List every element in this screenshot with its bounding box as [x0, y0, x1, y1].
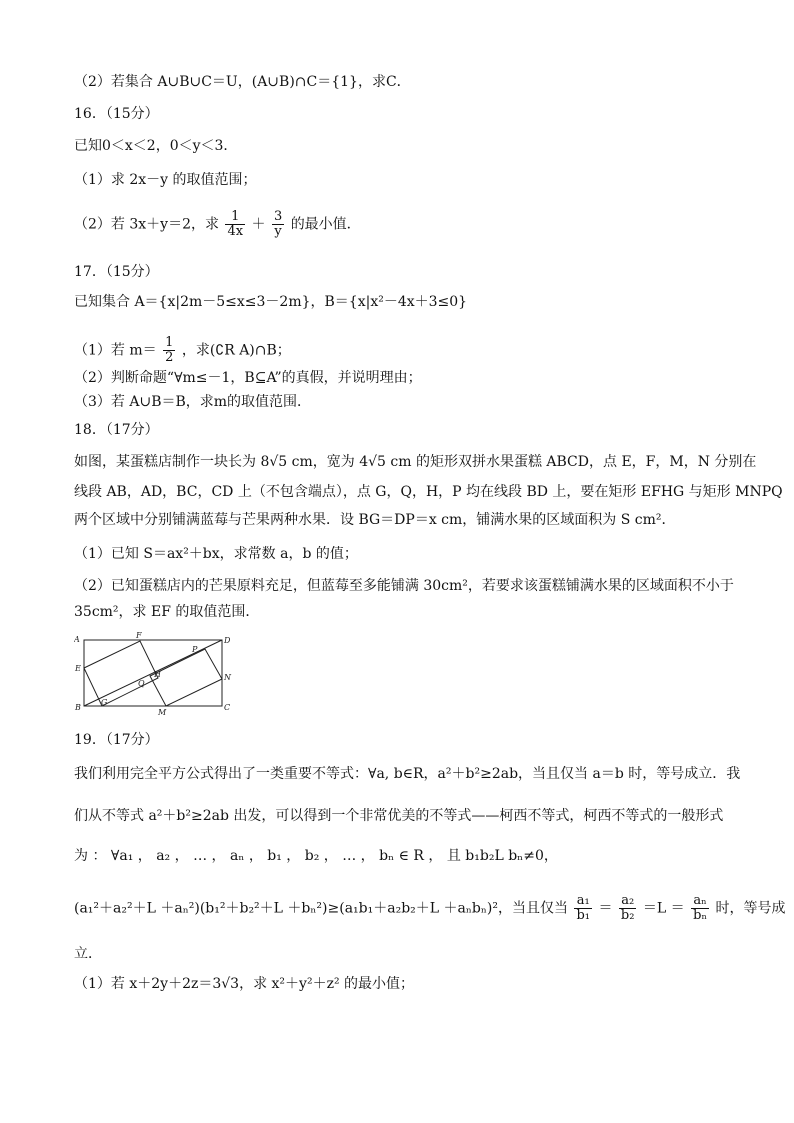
q17-header: 17．（15分）: [74, 264, 159, 280]
fraction-1-over-4x: $\frac{1}{4x}$: [227, 209, 244, 239]
label-D: D: [224, 636, 231, 645]
q16-header: 16．（15分）: [74, 106, 159, 122]
plus-sign: ＋: [251, 216, 266, 233]
q17-stem: 已知集合 A＝{x|2m－5≤x≤3－2m}，B＝{x|x²－4x＋3≤0}: [74, 294, 468, 310]
q17-part1: [74, 336, 291, 365]
fraction-3-over-y: $\frac{3}{y}$: [273, 209, 283, 239]
q17-part1-text: （1）若 m＝: [74, 342, 157, 359]
q17-part2: （2）判断命题“∀m≤－1，B⊆A”的真假，并说明理由；: [74, 370, 422, 386]
diagonal-BD: [84, 640, 222, 706]
label-Q: Q: [138, 679, 145, 688]
q16-part1: （1）求 2x－y 的取值范围；: [74, 172, 257, 188]
q16-stem: 已知0＜x＜2，0＜y＜3．: [74, 138, 238, 154]
q19-stem-1: 我们利用完全平方公式得出了一类重要不等式：∀a, b∈R，a²＋b²≥2ab，当且仅当 a＝b 时，等号成立．我: [74, 766, 741, 782]
q17-part3: （3）若 A∪B＝B，求m的取值范围．: [74, 394, 312, 410]
q19-header: 19．（17分）: [74, 732, 159, 748]
q18-part1: （1）已知 S＝ax²＋bx，求常数 a，b 的值；: [74, 546, 358, 562]
rect-EFHG: [84, 641, 158, 706]
q17-part1-tail: ，求(∁R A)∩B；: [181, 342, 291, 359]
label-E: E: [75, 664, 81, 673]
label-M: M: [158, 708, 167, 717]
label-A: A: [74, 635, 80, 644]
cake-rectangle-figure: [74, 632, 234, 718]
label-N: N: [224, 673, 231, 682]
ratio-a2-b2: $\frac{\text{a₂}}{\text{b₂}}$: [620, 893, 635, 923]
label-P: P: [192, 645, 198, 654]
ratio-a1-b1: $\frac{\text{a₁}}{\text{b₁}}$: [576, 893, 591, 923]
q18-part2-cont: 35cm²，求 EF 的取值范围．: [74, 604, 260, 620]
ratio-an-bn: $\frac{\text{aₙ}}{\text{bₙ}}$: [693, 893, 708, 923]
label-G: G: [101, 698, 108, 707]
q18-header: 18．（17分）: [74, 422, 159, 438]
q16-part2-text: （2）若 3x＋y＝2，求: [74, 216, 219, 233]
cauchy-expression: (a₁²＋a₂²＋L ＋aₙ²)(b₁²＋b₂²＋L ＋bₙ²)≥(a₁b₁＋a₂b₂＋L ＋aₙbₙ)²，当且仅当: [74, 900, 569, 917]
q16-part2-tail: 的最小值．: [290, 216, 361, 233]
q19-part1: （1）若 x＋2y＋2z＝3√3，求 x²＋y²＋z² 的最小值；: [74, 976, 415, 992]
q19-stem-3: 为 ： ∀a₁ ， a₂ ， … ， aₙ ， b₁ ， b₂ ， … ， bₙ ∈ R ， 且 b₁b₂L bₙ≠0，: [74, 848, 558, 864]
cauchy-tail: 时，等号成: [715, 900, 786, 917]
q19-stem-2: 们从不等式 a²＋b²≥2ab 出发，可以得到一个非常优美的不等式——柯西不等式，柯西不等式的一般形式: [74, 808, 724, 824]
label-H: H: [154, 670, 161, 679]
q15-part2: （2）若集合 A∪B∪C＝U，(A∪B)∩C＝{1}，求C．: [74, 74, 411, 90]
label-B: B: [75, 703, 81, 712]
label-F: F: [136, 632, 142, 640]
q18-stem-3: 两个区域中分别铺满蓝莓与芒果两种水果．设 BG＝DP＝x cm，铺满水果的区域面积为 S cm²．: [74, 512, 676, 528]
fraction-one-half: $\frac{1}{2}$: [165, 335, 174, 365]
label-C: C: [224, 703, 231, 712]
q19-cauchy-inequality: [74, 894, 786, 923]
q18-stem-2: 线段 AB，AD，BC，CD 上（不包含端点），点 G，Q，H，P 均在线段 BD 上，要在矩形 EFHG 与矩形 MNPQ: [74, 484, 783, 500]
equals-sign: ＝: [598, 900, 613, 917]
ellipsis-equals: ＝L ＝: [642, 900, 685, 917]
q19-stem-end: 立．: [74, 946, 102, 962]
q18-part2: （2）已知蛋糕店内的芒果原料充足，但蓝莓至多能铺满 30cm²，若要求该蛋糕铺满水果的区域面积不小于: [74, 578, 734, 594]
q18-stem-1: 如图，某蛋糕店制作一块长为 8√5 cm，宽为 4√5 cm 的矩形双拼水果蛋糕 ABCD，点 E，F，M，N 分别在: [74, 454, 757, 470]
q16-part2: [74, 210, 361, 239]
